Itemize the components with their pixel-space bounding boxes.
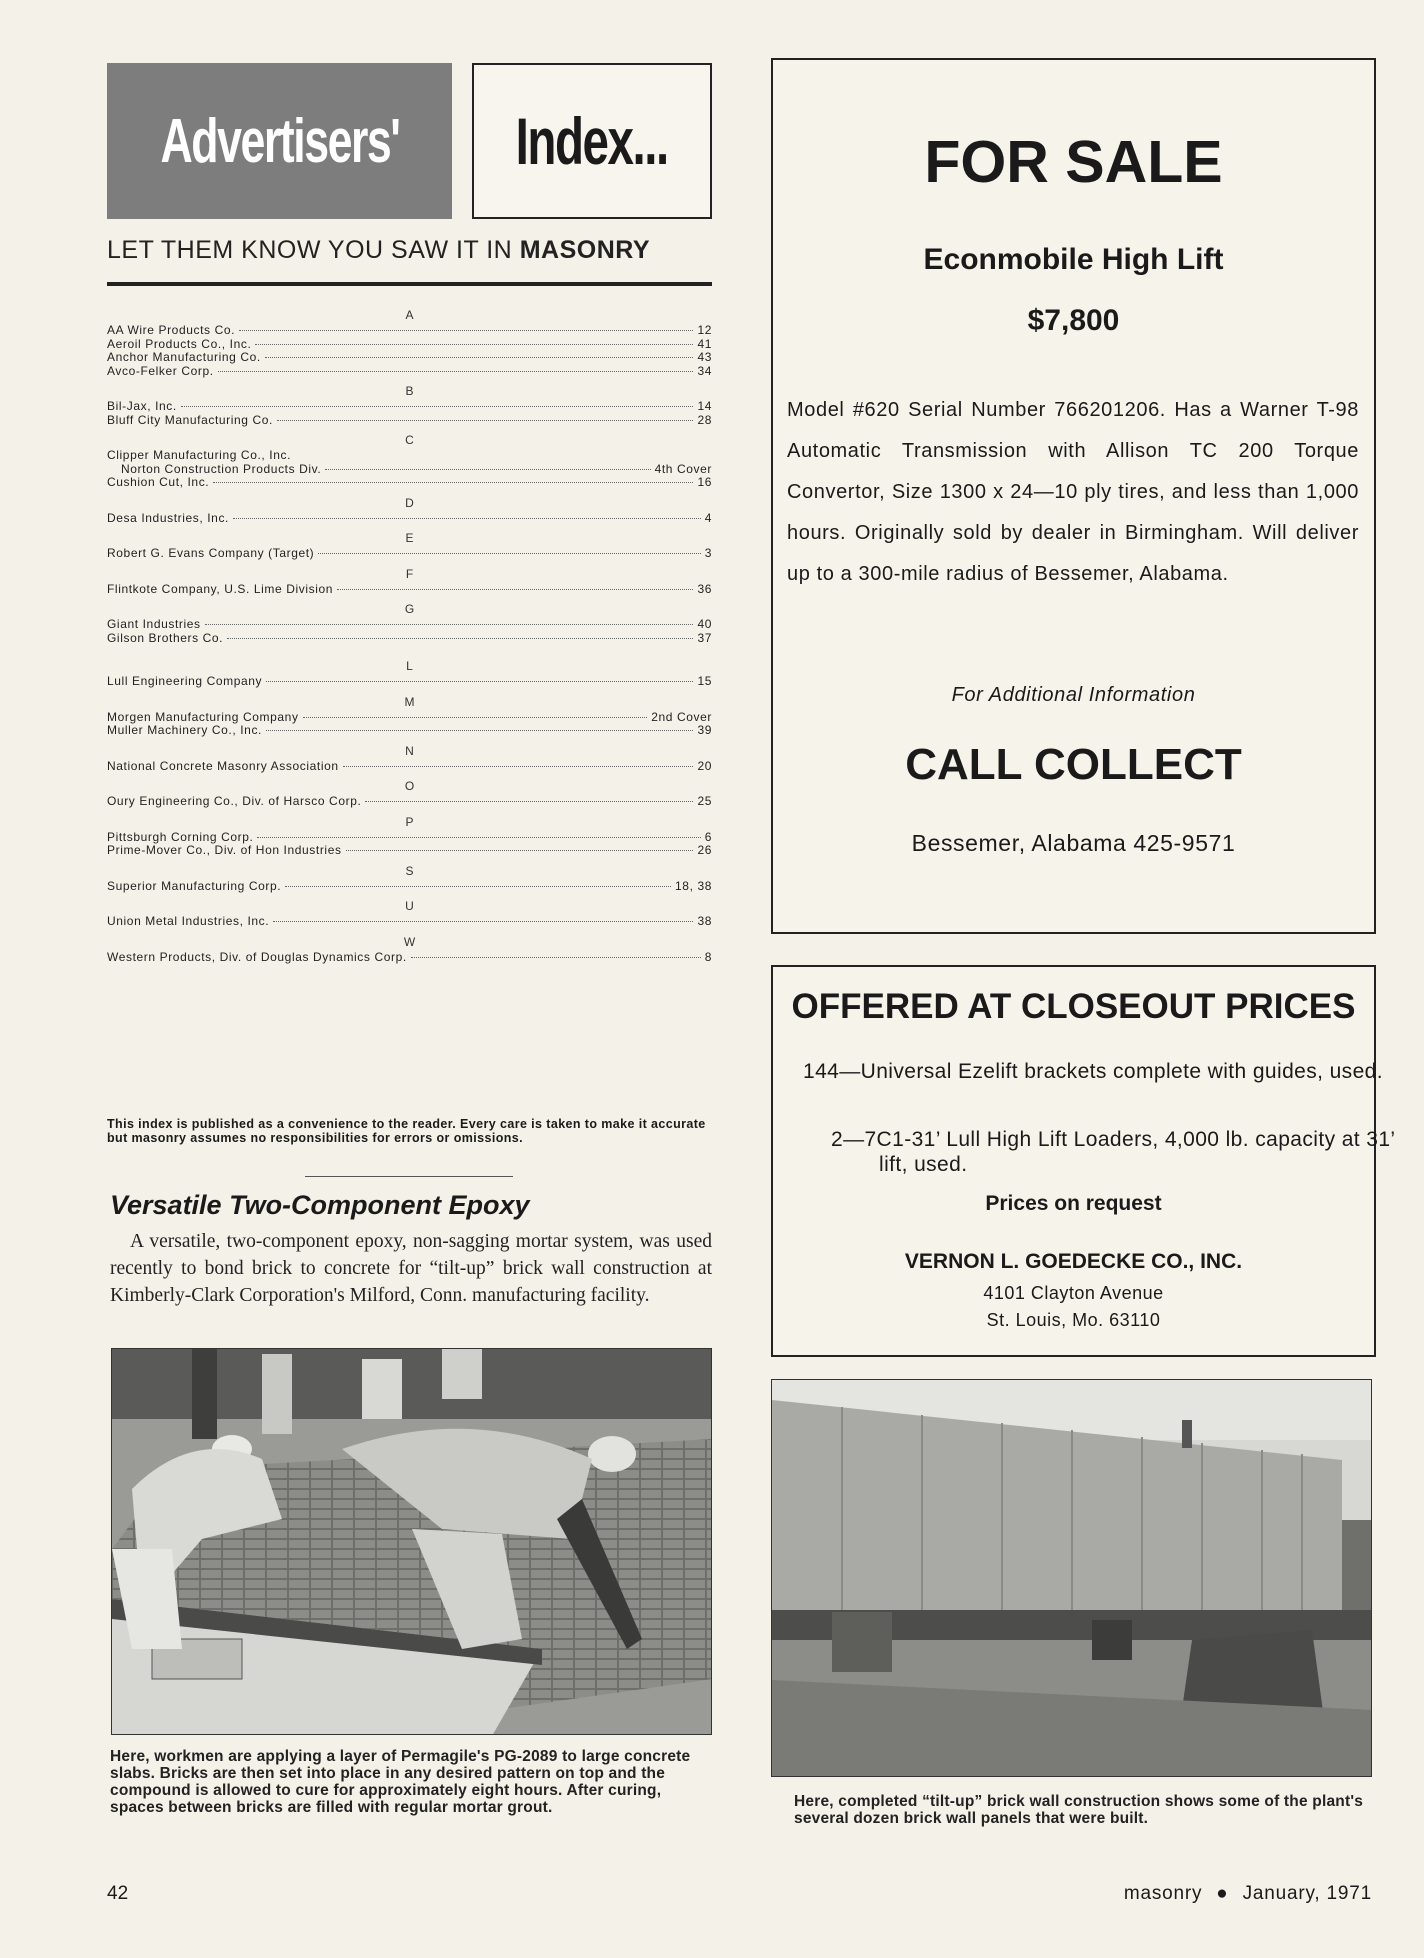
issue-date: January, 1971 [1242, 1883, 1372, 1904]
index-entry: Union Metal Industries, Inc. 38 [107, 914, 712, 928]
for-sale-title: FOR SALE [924, 129, 1223, 195]
index-entry: Flintkote Company, U.S. Lime Division 36 [107, 581, 712, 596]
index-entry: Morgen Manufacturing Company 2nd Cover [107, 709, 712, 724]
for-sale-description: Model #620 Serial Number 766201206. Has a Warner T-98 Automatic Transmission with Allison TC 200 Torque Convertor, Size 1300 x 24—10 ply tires, and less than 1,000 hours. Originally sold by dealer in Birmingham. Will deliver up to a 300-mile radius of Bessemer, Alabama. [787, 399, 1359, 585]
for-sale-call-collect: CALL COLLECT [905, 740, 1242, 789]
index-entry: Aeroil Products Co., Inc. 41 [107, 336, 712, 351]
index-title-left: Advertisers' [107, 63, 452, 219]
closeout-item: 2—7C1-31’ Lull High Lift Loaders, 4,000 lb. capacity at 31’ lift, used. [831, 1128, 1395, 1176]
index-letter-d: D [405, 495, 414, 510]
index-disclaimer: This index is published as a convenience to the reader. Every care is taken to make it accurate but masonry assumes no responsibilities for errors or omissions. [107, 1117, 706, 1145]
index-entry: Prime-Mover Co., Div. of Hon Industries 26 [107, 843, 712, 857]
closeout-city: St. Louis, Mo. 63110 [986, 1310, 1161, 1330]
index-entry: National Concrete Masonry Association 20 [107, 758, 712, 773]
index-entry: Norton Construction Products Div. 4th Cover [121, 461, 712, 476]
index-entry: AA Wire Products Co. 12 [107, 323, 712, 337]
index-entry: Gilson Brothers Co. 37 [107, 630, 712, 645]
index-entry: Anchor Manufacturing Co. 43 [107, 350, 712, 364]
section-divider [305, 1176, 513, 1177]
tagline [107, 236, 712, 265]
article-body: A versatile, two-component epoxy, non-sagging mortar system, was used recently to bond brick to concrete for “tilt-up” brick wall construction at Kimberly-Clark Corporation's Milford, Conn. manufacturing facility. [110, 1231, 712, 1306]
index-entry: Giant Industries 40 [107, 617, 712, 631]
index-entry: Bil-Jax, Inc. 14 [107, 399, 712, 413]
index-entry: Avco-Felker Corp. 34 [107, 363, 712, 378]
index-letter-u: U [405, 899, 414, 913]
closeout-street: 4101 Clayton Avenue [983, 1283, 1164, 1303]
tagline-magazine: MASONRY [519, 236, 651, 264]
index-letter-n: N [405, 743, 414, 758]
tagline-prefix: LET THEM KNOW YOU SAW IT IN [107, 236, 513, 264]
index-letter-g: G [404, 602, 415, 616]
index-letter-e: E [405, 531, 414, 545]
index-entry: Western Products, Div. of Douglas Dynamics Corp. 8 [107, 949, 712, 964]
index-entry: Robert G. Evans Company (Target) 3 [107, 546, 712, 560]
closeout-prices: Prices on request [985, 1192, 1162, 1215]
index-entry: Pittsburgh Corning Corp. 6 [107, 829, 712, 844]
index-entry: Cushion Cut, Inc. 16 [107, 475, 712, 489]
page-number: 42 [107, 1883, 129, 1904]
plant-photo [771, 1379, 1372, 1777]
article-title: Versatile Two-Component Epoxy [110, 1190, 530, 1220]
closeout-item: 144—Universal Ezelift brackets complete with guides, used. [803, 1060, 1383, 1083]
for-sale-phone: Bessemer, Alabama 425-9571 [911, 830, 1236, 856]
index-entry: Bluff City Manufacturing Co. 28 [107, 412, 712, 427]
magazine-name: masonry [1123, 1883, 1203, 1904]
index-entry: Muller Machinery Co., Inc. 39 [107, 723, 712, 737]
workmen-photo-caption: Here, workmen are applying a layer of Permagile's PG-2089 to large concrete slabs. Bricks are then set into place in any desired pattern on top and the compound is allowed to cure for approximately eight hours. After curing, spaces between bricks are filled with regular mortar grout. [110, 1748, 691, 1816]
index-title-right: Index... [472, 63, 712, 219]
index-entry: Oury Engineering Co., Div. of Harsco Corp. 25 [107, 794, 712, 808]
index-entry: Lull Engineering Company 15 [107, 674, 712, 688]
index-letter-c: C [405, 433, 414, 447]
for-sale-price: $7,800 [1027, 304, 1120, 337]
workmen-photo-illustration [112, 1349, 712, 1735]
index-letter-a: A [405, 308, 414, 322]
index-entry: Clipper Manufacturing Co., Inc. [107, 448, 292, 462]
running-footer [1020, 1883, 1372, 1905]
index-letter-w: W [403, 934, 416, 949]
index-letter-s: S [405, 863, 414, 878]
index-letter-o: O [404, 779, 415, 793]
for-sale-model: Econmobile High Lift [923, 243, 1224, 276]
plant-photo-illustration [772, 1380, 1372, 1777]
for-sale-more-info: For Additional Information [951, 684, 1196, 706]
workmen-photo [111, 1348, 712, 1735]
index-entry: Desa Industries, Inc. 4 [107, 510, 712, 525]
advertisers-index [107, 302, 712, 964]
header-rule [107, 282, 712, 286]
index-entry: Superior Manufacturing Corp. 18, 38 [107, 878, 712, 893]
index-letter-b: B [405, 384, 414, 398]
index-letter-m: M [404, 694, 415, 709]
closeout-company: VERNON L. GOEDECKE CO., INC. [904, 1250, 1243, 1273]
closeout-title: OFFERED AT CLOSEOUT PRICES [791, 987, 1356, 1026]
index-letter-f: F [405, 566, 414, 581]
closeout-address [773, 1280, 1374, 1334]
index-letter-l: L [406, 659, 413, 673]
plant-photo-caption: Here, completed “tilt-up” brick wall construction shows some of the plant's several dozen brick wall panels that were built. [794, 1793, 1364, 1827]
closeout-ad [771, 965, 1395, 1357]
for-sale-ad [771, 58, 1376, 934]
index-letter-p: P [405, 814, 414, 829]
bullet-icon: ● [1216, 1883, 1229, 1904]
